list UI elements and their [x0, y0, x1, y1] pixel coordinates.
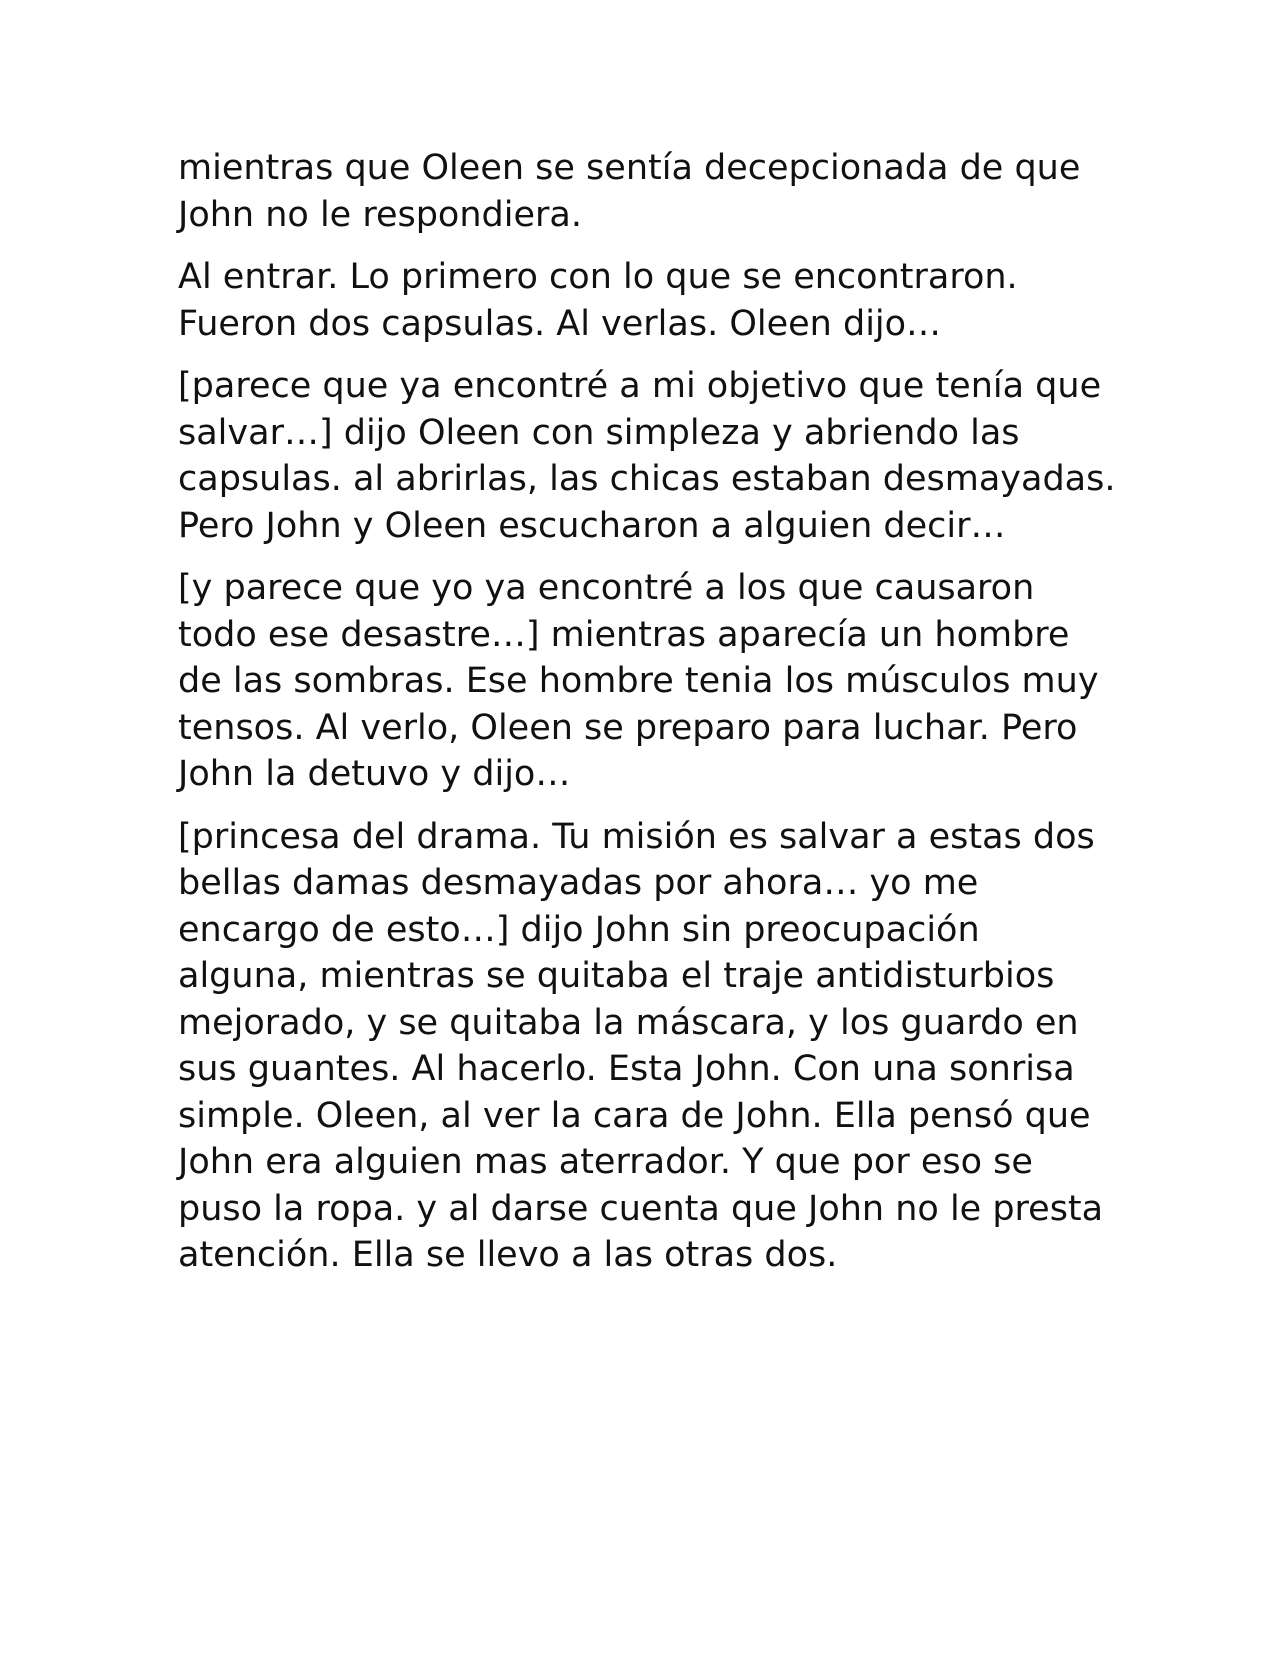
paragraph-3: [parece que ya encontré a mi objetivo que tenía que salvar…] dijo Oleen con simpleza y abriendo las capsulas. al abrirlas, las chicas estaban desmayadas. Pero John y Oleen escucharon a alguien decir…	[178, 366, 1116, 546]
paragraph-1: mientras que Oleen se sentía decepcionada de que John no le respondiera.	[178, 148, 1081, 235]
paragraph-4: [y parece que yo ya encontré a los que causaron todo ese desastre…] mientras aparecía un hombre de las sombras. Ese hombre tenia los músculos muy tensos. Al verlo, Oleen se preparo para luchar. Pero John la detuvo y dijo…	[178, 568, 1099, 794]
paragraph-2: Al entrar. Lo primero con lo que se encontraron. Fueron dos capsulas. Al verlas. Oleen dijo…	[178, 257, 1018, 344]
paragraph-5: [princesa del drama. Tu misión es salvar a estas dos bellas damas desmayadas por ahora… yo me encargo de esto…] dijo John sin preocupación alguna, mientras se quitaba el traje antidisturbios mejorado, y se quitaba la máscara, y los guardo en sus guantes. Al hacerlo. Esta John. Con una sonrisa simple. Oleen, al ver la cara de John. Ella pensó que John era alguien mas aterrador. Y que por eso se puso la ropa. y al darse cuenta que John no le presta atención. Ella se llevo a las otras dos.	[178, 816, 1104, 1275]
document-body	[178, 145, 1118, 1295]
